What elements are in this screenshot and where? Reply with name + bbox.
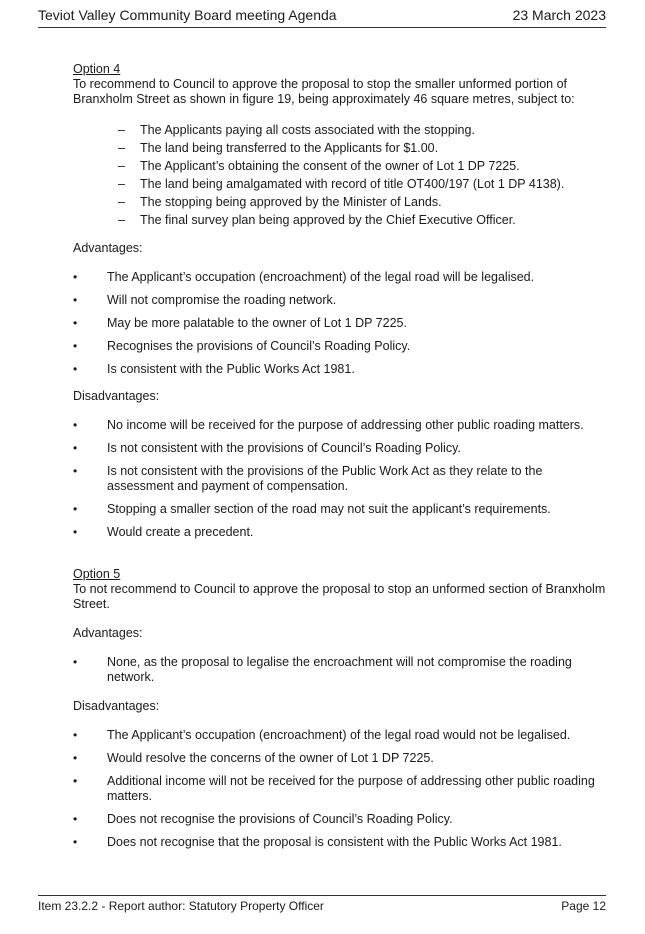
bullet-marker: •: [73, 502, 78, 516]
option-4-heading: Option 4: [73, 62, 121, 76]
condition-item: – The land being transferred to the Applicants for $1.00.: [118, 141, 439, 155]
meeting-date: 23 March 2023: [512, 7, 606, 23]
condition-item: – The land being amalgamated with record of title OT400/197 (Lot 1 DP 4138).: [118, 177, 565, 191]
option-4-disadvantages-label: Disadvantages:: [73, 389, 160, 403]
option-5-disadvantages-list: [73, 728, 608, 850]
option-5-heading: Option 5: [73, 567, 121, 581]
page-header: [38, 6, 606, 28]
option-5-advantages-list: [73, 655, 608, 685]
list-item: • May be more palatable to the owner of Lot 1 DP 7225.: [73, 316, 407, 330]
option-4-text: To recommend to Council to approve the proposal to stop the smaller unformed portion of Branxholm Street as shown in figure 19, being approximately 46 square metres, subject to:: [73, 77, 575, 106]
bullet-marker: •: [73, 270, 78, 284]
bullet-marker: •: [73, 835, 78, 849]
page-number: Page 12: [561, 899, 606, 913]
list-item: • Would create a precedent.: [73, 525, 254, 539]
list-item: • Will not compromise the roading network.: [73, 293, 337, 307]
bullet-marker: •: [73, 728, 78, 742]
dash-marker: –: [118, 123, 125, 137]
list-item: • Would resolve the concerns of the owner of Lot 1 DP 7225.: [73, 751, 434, 765]
option-4-conditions: [73, 121, 608, 229]
bullet-marker: •: [73, 812, 78, 826]
list-item: • Is not consistent with the provisions of Council’s Roading Policy.: [73, 441, 461, 455]
bullet-marker: •: [73, 751, 78, 765]
bullet-marker: •: [73, 441, 78, 455]
option-5-disadvantages-label: Disadvantages:: [73, 699, 160, 713]
condition-item: – The final survey plan being approved by the Chief Executive Officer.: [118, 213, 516, 227]
condition-item: – The stopping being approved by the Minister of Lands.: [118, 195, 442, 209]
list-item: • The Applicant’s occupation (encroachment) of the legal road would not be legalised.: [73, 728, 571, 742]
list-item: • Is not consistent with the provisions of the Public Work Act as they relate to the assessment and payment of compensation.: [73, 464, 543, 493]
document-body: [73, 62, 608, 858]
condition-item: – The Applicants paying all costs associated with the stopping.: [118, 123, 475, 137]
report-item-info: Item 23.2.2 - Report author: Statutory Property Officer: [38, 899, 324, 913]
list-item: • Additional income will not be received for the purpose of addressing other public roading matters.: [73, 774, 595, 803]
list-item: • Does not recognise that the proposal is consistent with the Public Works Act 1981.: [73, 835, 562, 849]
dash-marker: –: [118, 141, 125, 155]
list-item: • The Applicant’s occupation (encroachment) of the legal road will be legalised.: [73, 270, 535, 284]
dash-marker: –: [118, 213, 125, 227]
bullet-marker: •: [73, 316, 78, 330]
list-item: • Is consistent with the Public Works Act 1981.: [73, 362, 355, 376]
bullet-marker: •: [73, 418, 78, 432]
list-item: • Does not recognise the provisions of Council’s Roading Policy.: [73, 812, 453, 826]
bullet-marker: •: [73, 362, 78, 376]
option-5-advantages-label: Advantages:: [73, 626, 143, 640]
list-item: • No income will be received for the purpose of addressing other public roading matters.: [73, 418, 584, 432]
dash-marker: –: [118, 159, 125, 173]
list-item: • Recognises the provisions of Council’s Roading Policy.: [73, 339, 411, 353]
condition-item: – The Applicant’s obtaining the consent of the owner of Lot 1 DP 7225.: [118, 159, 520, 173]
dash-marker: –: [118, 177, 125, 191]
option-4-advantages-list: [73, 270, 608, 377]
option-5-text: To not recommend to Council to approve the proposal to stop an unformed section of Branxholm Street.: [73, 582, 606, 611]
bullet-marker: •: [73, 339, 78, 353]
option-4-advantages-label: Advantages:: [73, 241, 143, 255]
bullet-marker: •: [73, 464, 78, 478]
list-item: • None, as the proposal to legalise the encroachment will not compromise the roading network.: [73, 655, 572, 684]
bullet-marker: •: [73, 525, 78, 539]
option-4-disadvantages-list: [73, 418, 608, 540]
bullet-marker: •: [73, 774, 78, 788]
list-item: • Stopping a smaller section of the road may not suit the applicant’s requirements.: [73, 502, 551, 516]
bullet-marker: •: [73, 655, 78, 669]
page-footer: [38, 895, 606, 914]
dash-marker: –: [118, 195, 125, 209]
agenda-title: Teviot Valley Community Board meeting Agenda: [38, 7, 337, 23]
bullet-marker: •: [73, 293, 78, 307]
